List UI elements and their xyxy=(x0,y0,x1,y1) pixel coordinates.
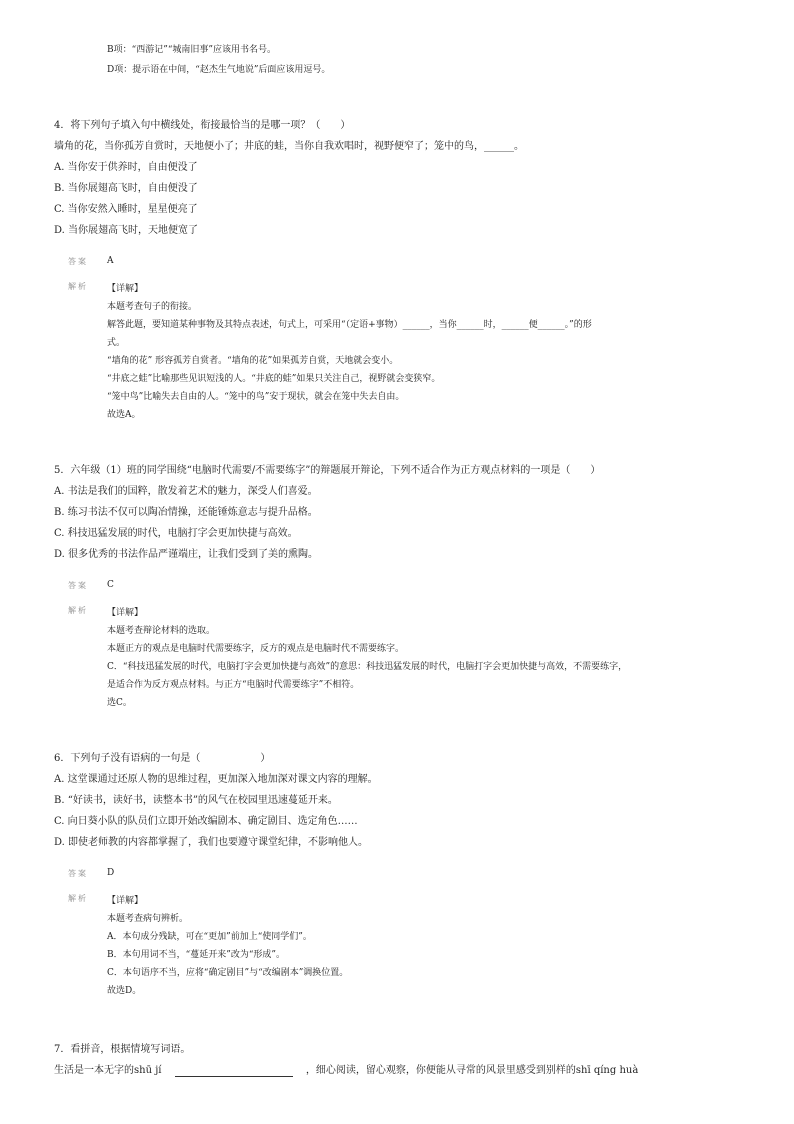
q5-analysis-line: 是适合作为反方观点材料。与正方“电脑时代需要练字”不相符。 xyxy=(107,680,360,690)
q6-analysis-line: 本题考查病句辨析。 xyxy=(107,914,189,924)
q6-analysis-line: C．本句语序不当，应将“确定剧目”与“改编剧本”调换位置。 xyxy=(107,968,349,978)
answer-blank[interactable] xyxy=(175,1065,293,1077)
q6-option-b: B. “好读书，读好书，读整本书”的风气在校园里迅速蔓延开来。 xyxy=(54,795,338,806)
q4-analysis-line: 式。 xyxy=(107,338,126,348)
q5-option-d: D. 很多优秀的书法作品严谨端庄，让我们受到了美的熏陶。 xyxy=(54,549,319,560)
q7-question: 7．看拼音，根据情境写词语。 xyxy=(54,1044,191,1055)
q5-analysis-line: C．“科技迅猛发展的时代，电脑打字会更加快捷与高效”的意思：科技迅猛发展的时代，电脑打字会更加快捷与高效，不需要练字， xyxy=(107,662,628,672)
q4-option-c: C. 当你安然入睡时，星星便亮了 xyxy=(54,204,198,215)
q6-answer: D xyxy=(107,868,115,878)
q6-analysis-line: B．本句用词不当，“蔓延开来”改为“形成”。 xyxy=(107,950,286,960)
q4-question: 4．将下列句子填入句中横线处，衔接最恰当的是哪一项？（ ） xyxy=(54,120,351,131)
q4-answer: A xyxy=(107,256,114,266)
q7-stem-part-b: ，细心阅读，留心观察，你便能从寻常的风景里感受到别样的shī qíng huà xyxy=(305,1065,639,1076)
d-note: D项：提示语在中间，“赵杰生气地说”后面应该用逗号。 xyxy=(107,65,331,75)
q6-option-d: D. 即使老师教的内容都掌握了，我们也要遵守课堂纪律，不影响他人。 xyxy=(54,837,369,848)
b-note: B项：“西游记”“城南旧事”应该用书名号。 xyxy=(107,45,277,55)
q5-analysis-line: 本题正方的观点是电脑时代需要练字，反方的观点是电脑时代不需要练字。 xyxy=(107,644,405,654)
q4-option-a: A. 当你安于供养时，自由便没了 xyxy=(54,162,198,173)
q5-answer-label: 答案 xyxy=(68,581,88,590)
q6-analysis-line: 故选D。 xyxy=(107,986,142,996)
q5-analysis-label: 解析 xyxy=(68,606,88,615)
q4-analysis-line: 本题考查句子的衔接。 xyxy=(107,302,198,312)
q4-analysis-label: 解析 xyxy=(68,282,88,291)
q5-option-b: B. 练习书法不仅可以陶冶情操，还能锤炼意志与提升品格。 xyxy=(54,507,318,518)
q5-answer: C xyxy=(107,580,114,590)
q6-analysis-label: 解析 xyxy=(68,894,88,903)
q6-analysis-line: A．本句成分残缺，可在“更加”前加上“使同学们”。 xyxy=(107,932,312,942)
q4-analysis-line: “井底之蛙”比喻那些见识短浅的人。“井底的蛙”如果只关注自己，视野就会变狭窄。 xyxy=(107,374,441,384)
q5-option-a: A. 书法是我们的国粹，散发着艺术的魅力，深受人们喜爱。 xyxy=(54,486,318,497)
q7-stem-part-a: 生活是一本无字的shū jí xyxy=(54,1065,162,1076)
q6-option-c: C. 向日葵小队的队员们立即开始改编剧本、确定剧目、选定角色…… xyxy=(54,816,358,827)
q6-answer-label: 答案 xyxy=(68,869,88,878)
q4-option-d: D. 当你展翅高飞时，天地便宽了 xyxy=(54,225,199,236)
q5-question: 5．六年级（1）班的同学围绕“电脑时代需要/不需要练字”的辩题展开辩论，下列不适合作为正方观点材料的一项是（ ） xyxy=(54,465,601,476)
q4-option-b: B. 当你展翅高飞时，自由便没了 xyxy=(54,183,198,194)
q4-answer-label: 答案 xyxy=(68,257,88,266)
q5-analysis-line: 本题考查辩论材料的选取。 xyxy=(107,626,216,636)
q4-analysis-line: “笼中鸟”比喻失去自由的人。“笼中的鸟”安于现状，就会在笼中失去自由。 xyxy=(107,392,405,402)
q4-analysis-line: 【详解】 xyxy=(107,284,144,294)
q4-analysis-line: 故选A。 xyxy=(107,410,141,420)
q6-option-a: A. 这堂课通过还原人物的思维过程，更加深入地加深对课文内容的理解。 xyxy=(54,774,378,785)
q5-option-c: C. 科技迅猛发展的时代，电脑打字会更加快捷与高效。 xyxy=(54,528,298,539)
q4-stem: 墙角的花，当你孤芳自赏时，天地便小了；井底的蛙，当你自我欢唱时，视野便窄了；笼中的鸟，______。 xyxy=(54,141,524,152)
q5-analysis-line: 【详解】 xyxy=(107,608,144,618)
q4-analysis-line: “墙角的花” 形容孤芳自赏者。“墙角的花”如果孤芳自赏，天地就会变小。 xyxy=(107,356,399,366)
q6-question: 6．下列句子没有语病的一句是（ ） xyxy=(54,753,271,764)
q7-stem xyxy=(54,1061,638,1077)
q6-analysis-line: 【详解】 xyxy=(107,896,144,906)
q4-analysis-line: 解答此题，要知道某种事物及其特点表述，句式上，可采用“（定语+事物）______，当你______时，______便______。”的形 xyxy=(107,320,592,330)
q5-analysis-line: 选C。 xyxy=(107,698,132,708)
